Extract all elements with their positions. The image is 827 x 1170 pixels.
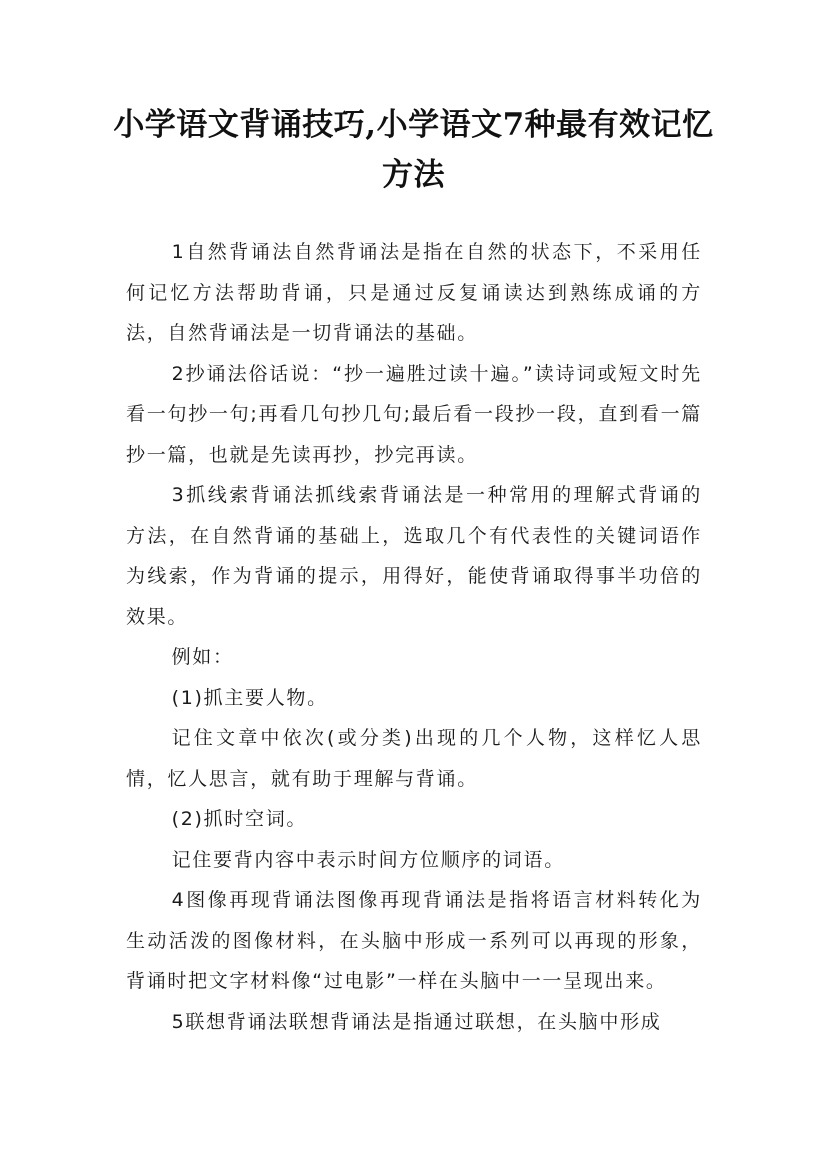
document-body [126,232,702,1042]
document-title: 小学语文背诵技巧,小学语文7种最有效记忆方法 [113,107,714,193]
paragraph-characters-detail: 记住文章中依次(或分类)出现的几个人物，这样忆人思情，忆人思言，就有助于理解与背诵。 [126,727,702,790]
paragraph-time-space-words: (2)抓时空词。 [171,808,308,830]
paragraph-main-characters: (1)抓主要人物。 [171,686,328,709]
paragraph-time-space-detail: 记住要背内容中表示时间方位顺序的词语。 [171,848,565,871]
paragraph-clue-recitation: 3抓线索背诵法抓线索背诵法是一种常用的理解式背诵的方法，在自然背诵的基础上，选取几个有代表性的关键词语作为线索，作为背诵的提示，用得好，能使背诵取得事半功倍的效果。 [126,484,702,628]
paragraph-image-recitation: 4图像再现背诵法图像再现背诵法是指将语言材料转化为生动活泼的图像材料，在头脑中形成一系列可以再现的形象，背诵时把文字材料像“过电影”一样在头脑中一一呈现出来。 [126,889,702,992]
paragraph-natural-recitation: 1自然背诵法自然背诵法是指在自然的状态下，不采用任何记忆方法帮助背诵，只是通过反复诵读达到熟练成诵的方法，自然背诵法是一切背诵法的基础。 [126,241,702,344]
paragraph-copy-recitation: 2抄诵法俗话说：“抄一遍胜过读十遍。”读诗词或短文时先看一句抄一句;再看几句抄几句;最后看一段抄一段，直到看一篇抄一篇，也就是先读再抄，抄完再读。 [126,362,702,466]
paragraph-example-intro: 例如： [171,646,234,668]
paragraph-association-recitation: 5联想背诵法联想背诵法是指通过联想，在头脑中形成 [171,1010,662,1033]
